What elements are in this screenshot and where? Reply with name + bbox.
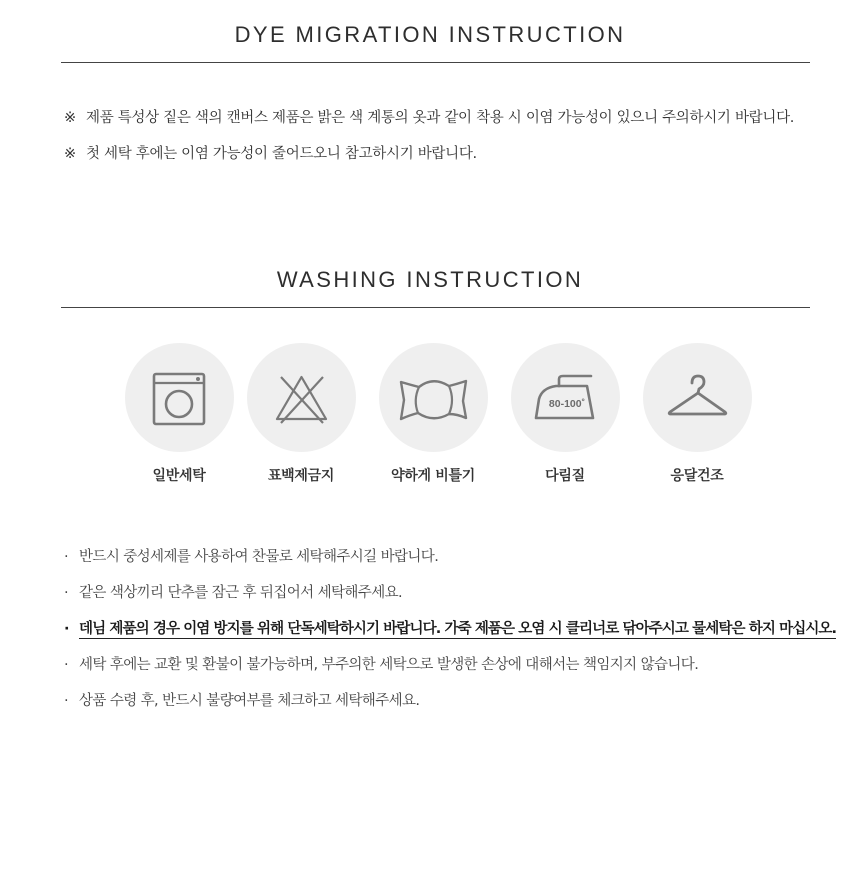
dye-migration-notes (64, 108, 794, 180)
bullet: · (64, 621, 69, 637)
wash-instruction-item (64, 546, 836, 582)
care-label: 일반세탁 (152, 468, 206, 484)
care-circle (247, 343, 356, 452)
care-circle (511, 343, 620, 452)
care-item-normal-wash (124, 343, 234, 485)
care-item-gentle-wring (378, 343, 488, 485)
dye-note-item (64, 108, 794, 144)
washing-divider (61, 307, 810, 308)
washing-machine-icon (125, 343, 234, 452)
care-label: 다림질 (545, 468, 585, 484)
wash-instruction-item (64, 654, 836, 690)
dye-migration-title: DYE MIGRATION INSTRUCTION (234, 22, 626, 47)
iron-temperature-text: 80-100˚ (548, 398, 585, 410)
care-circle (643, 343, 752, 452)
wash-instruction-item-emphasized (64, 618, 836, 654)
wash-instruction-text: 세탁 후에는 교환 및 환불이 불가능하며, 부주의한 세탁으로 발생한 손상에 대해서는 책임지지 않습니다. (79, 657, 699, 673)
care-label: 약하게 비틀기 (391, 468, 475, 484)
dye-migration-divider (61, 62, 810, 63)
gentle-wring-icon (379, 343, 488, 452)
bullet: · (64, 693, 69, 709)
wash-instruction-item (64, 582, 836, 618)
wash-instruction-text: 상품 수령 후, 반드시 불량여부를 체크하고 세탁해주세요. (79, 693, 420, 709)
reference-mark: ※ (64, 110, 76, 126)
hanger-icon (643, 343, 752, 452)
care-item-no-bleach (246, 343, 356, 485)
care-item-shade-dry (642, 343, 752, 485)
dye-note-text: 제품 특성상 짙은 색의 캔버스 제품은 밝은 색 계통의 옷과 같이 착용 시 이염 가능성이 있으니 주의하시기 바랍니다. (86, 110, 795, 126)
dye-note-text: 첫 세탁 후에는 이염 가능성이 줄어드오니 참고하시기 바랍니다. (86, 146, 477, 162)
care-label: 응달건조 (670, 468, 724, 484)
washing-title: WASHING INSTRUCTION (276, 267, 584, 292)
wash-instruction-item (64, 690, 836, 726)
reference-mark: ※ (64, 146, 76, 162)
bullet: · (64, 585, 69, 601)
bullet: · (64, 549, 69, 565)
care-item-iron (510, 343, 620, 485)
dye-note-item (64, 144, 794, 180)
care-icons-row (0, 343, 860, 483)
wash-instruction-text: 같은 색상끼리 단추를 잠근 후 뒤집어서 세탁해주세요. (79, 585, 403, 601)
wash-instruction-text: 데님 제품의 경우 이염 방지를 위해 단독세탁하시기 바랍니다. 가죽 제품은 오염 시 클리너로 닦아주시고 물세탁은 하지 마십시오. (79, 621, 837, 637)
care-circle (125, 343, 234, 452)
iron-icon (511, 343, 620, 452)
no-bleach-icon (247, 343, 356, 452)
bullet: · (64, 657, 69, 673)
care-circle (379, 343, 488, 452)
care-label: 표백제금지 (267, 468, 335, 484)
washing-instructions (64, 546, 836, 726)
wash-instruction-text: 반드시 중성세제를 사용하여 찬물로 세탁해주시길 바랍니다. (79, 549, 439, 565)
